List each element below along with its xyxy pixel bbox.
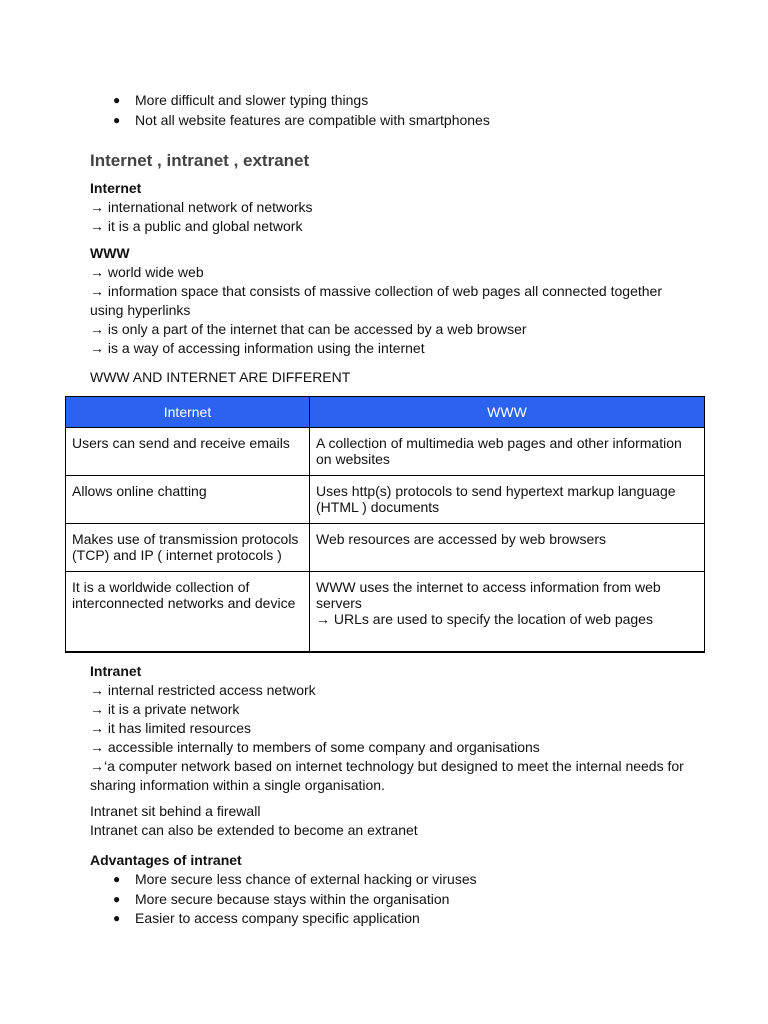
cell-internet: Allows online chatting [66, 476, 310, 524]
header-www: WWW [310, 397, 705, 428]
intranet-notes [90, 802, 690, 840]
intranet-line: → accessible internally to members of some company and organisations [90, 739, 540, 755]
intranet-title: Intranet [90, 663, 142, 679]
cell-www-text: WWW uses the internet to access information from web servers [316, 579, 661, 611]
internet-title: Internet [90, 180, 142, 196]
list-item: ● More difficult and slower typing things [113, 92, 369, 108]
bullet-icon: ● [113, 891, 121, 906]
bullet-icon: ● [113, 911, 121, 925]
table-row [66, 428, 705, 476]
www-line: → information space that consists of massive collection of web pages all connected together using hyperlinks [90, 283, 662, 318]
table-row [66, 476, 705, 524]
table-header-row [66, 397, 705, 428]
cell-internet: Makes use of transmission protocols (TCP) and IP ( internet protocols ) [66, 524, 310, 572]
intranet-line: → it has limited resources [90, 720, 252, 736]
bullet-icon: ● [113, 112, 121, 127]
internet-line: → international network of networks [90, 199, 313, 215]
list-item: ● Not all website features are compatible with smartphones [113, 111, 490, 128]
cell-www: Web resources are accessed by web browsers [310, 524, 705, 572]
www-line: → is a way of accessing information using the internet [90, 340, 425, 356]
internet-section [90, 179, 690, 236]
www-section [90, 244, 690, 358]
header-internet: Internet [66, 397, 310, 428]
cell-internet: Users can send and receive emails [66, 428, 310, 476]
advantages-list [90, 870, 710, 929]
www-title: WWW [90, 245, 130, 261]
bullet-icon: ● [113, 93, 121, 107]
comparison-table [65, 396, 705, 653]
cell-internet: It is a worldwide collection of interconnected networks and device [66, 572, 310, 653]
intranet-line: →‘a computer network based on internet technology but designed to meet the internal needs for sharing information within a single organisation. [90, 758, 684, 793]
list-item: ● More secure less chance of external hacking or viruses [113, 871, 477, 887]
intranet-section [90, 662, 690, 795]
list-item: ● Easier to access company specific application [113, 910, 420, 926]
intranet-line: → it is a private network [90, 701, 240, 717]
section-heading: Internet , intranet , extranet [90, 151, 310, 170]
cell-www: A collection of multimedia web pages and other information on websites [310, 428, 705, 476]
www-line: → is only a part of the internet that can be accessed by a web browser [90, 321, 527, 337]
table-row [66, 524, 705, 572]
intranet-line: → internal restricted access network [90, 682, 316, 698]
internet-line: → it is a public and global network [90, 218, 303, 234]
intranet-note: Intranet sit behind a firewall [90, 803, 261, 819]
cell-www: Uses http(s) protocols to send hypertext markup language (HTML ) documents [310, 476, 705, 524]
advantages-title: Advantages of intranet [90, 852, 242, 868]
cell-www-extra: → URLs are used to specify the location of web pages [316, 611, 653, 627]
disadvantages-list [90, 91, 710, 130]
difference-note: WWW AND INTERNET ARE DIFFERENT [90, 369, 351, 385]
list-item: ● More secure because stays within the organisation [113, 890, 450, 907]
intranet-note: Intranet can also be extended to become an extranet [90, 822, 418, 838]
table-row [66, 572, 705, 653]
www-line: → world wide web [90, 264, 204, 280]
cell-www [310, 572, 705, 653]
bullet-icon: ● [113, 872, 121, 886]
